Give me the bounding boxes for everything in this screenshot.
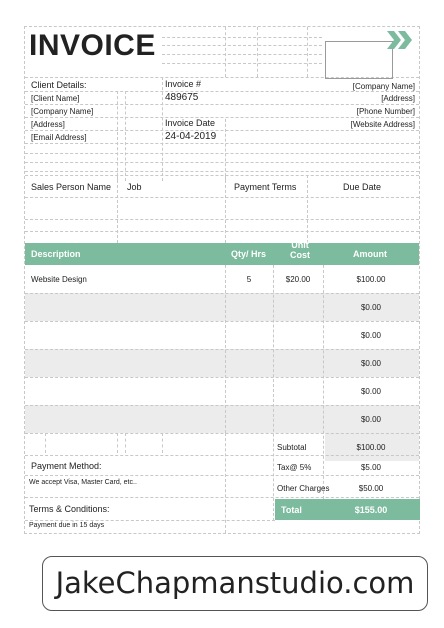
item-amount: $100.00 [356,275,386,284]
client-address: [Address] [31,120,65,129]
client-email: [Email Address] [31,133,87,142]
invoice-date-label: Invoice Date [165,118,216,128]
item-amount: $0.00 [360,359,382,368]
item-unit-cost: $20.00 [285,275,311,284]
other-charges-value: $50.00 [358,484,384,493]
item-qty: 5 [246,275,252,284]
tax-label: Tax@ 5% [277,463,312,472]
other-charges-label: Other Charges [277,484,330,493]
company-website: [Website Address] [350,120,415,129]
client-company: [Company Name] [31,107,94,116]
total-label: Total [281,505,302,515]
invoice-number-label: Invoice # [165,79,202,89]
client-name: [Client Name] [31,94,80,103]
item-amount: $0.00 [360,387,382,396]
item-amount: $0.00 [360,303,382,312]
invoice-number: 489675 [165,92,199,103]
invoice-sheet [24,26,420,534]
terms-text: Payment due in 15 days [29,522,105,529]
items-header [25,240,419,265]
sales-person-label: Sales Person Name [31,182,112,192]
payment-method-text: We accept Visa, Master Card, etc.. [29,479,137,486]
invoice-date: 24-04-2019 [165,131,217,142]
col-amount: Amount [353,249,387,259]
payment-method-label: Payment Method: [31,461,102,471]
col-qty: Qty/ Hrs [231,249,267,259]
payment-terms-label: Payment Terms [234,182,297,192]
company-address: [Address] [381,94,415,103]
job-label: Job [127,182,142,192]
company-phone: [Phone Number] [356,107,415,116]
due-date-label: Due Date [343,182,382,192]
terms-label: Terms & Conditions: [29,504,110,514]
invoice-title: INVOICE [29,29,156,62]
tax-value: $5.00 [360,463,382,472]
logo-placeholder [325,41,393,79]
chevrons-logo-icon [385,29,415,51]
item-description: Website Design [31,275,87,284]
company-name: [Company Name] [352,82,415,91]
col-description: Description [31,249,81,259]
item-amount: $0.00 [360,415,382,424]
col-unit-cost: Unit Cost [290,240,310,260]
subtotal-value: $100.00 [356,443,386,452]
brand-watermark: JakeChapmanstudio.com [42,556,428,611]
client-details-label: Client Details: [31,80,87,90]
subtotal-label: Subtotal [277,443,307,452]
item-amount: $0.00 [360,331,382,340]
total-value: $155.00 [354,505,388,515]
